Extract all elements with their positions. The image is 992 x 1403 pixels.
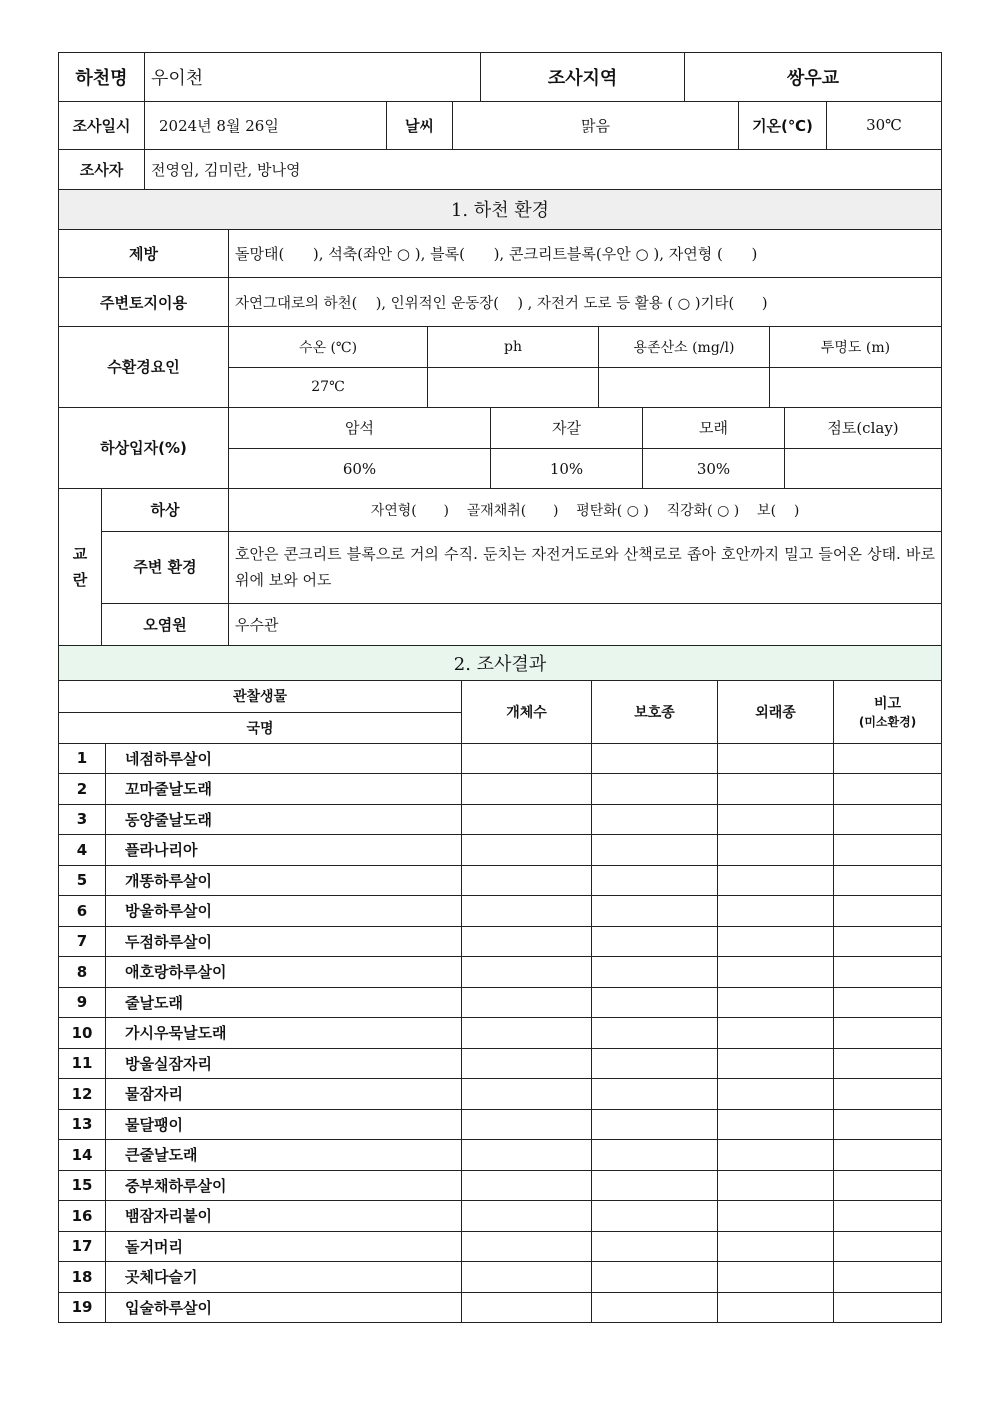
row-number: 8 <box>59 957 106 988</box>
row-number: 15 <box>59 1170 106 1201</box>
results-table <box>58 681 942 1323</box>
protected-cell <box>592 1231 718 1262</box>
results-section-title: 2. 조사결과 <box>59 646 942 681</box>
alien-cell <box>718 865 834 896</box>
protected-cell <box>592 896 718 927</box>
alien-cell <box>718 1079 834 1110</box>
row-number: 17 <box>59 1231 106 1262</box>
table-row <box>59 743 942 774</box>
species-name: 큰줄날도래 <box>106 1140 462 1171</box>
table-row <box>59 1018 942 1049</box>
remark-cell <box>834 1231 942 1262</box>
species-name: 방울하루살이 <box>106 896 462 927</box>
species-name: 플라나리아 <box>106 835 462 866</box>
alien-header: 외래종 <box>718 681 834 743</box>
protected-cell <box>592 1079 718 1110</box>
date-value: 2024년 8월 26일 <box>145 102 387 149</box>
bed-particle-table <box>58 408 942 490</box>
row-number: 16 <box>59 1201 106 1232</box>
pollution-value: 우수관 <box>229 603 942 645</box>
table-row <box>59 1262 942 1293</box>
landuse-label: 주변토지이용 <box>59 278 229 327</box>
protected-header: 보호종 <box>592 681 718 743</box>
bed-header-gravel: 자갈 <box>491 408 643 449</box>
env-section-title: 1. 하천 환경 <box>59 190 942 229</box>
water-label: 수환경요인 <box>59 327 229 407</box>
alien-cell <box>718 804 834 835</box>
korean-name-label: 국명 <box>59 712 462 743</box>
date-table <box>58 102 942 150</box>
row-number: 18 <box>59 1262 106 1293</box>
alien-cell <box>718 987 834 1018</box>
remark-cell <box>834 1079 942 1110</box>
landuse-value: 자연그대로의 하천( ), 인위적인 운동장( ) , 자전거 도로 등 활용 ( ○ )기타( ) <box>229 278 942 327</box>
count-cell <box>462 1262 592 1293</box>
table-row <box>59 1079 942 1110</box>
remark-cell <box>834 926 942 957</box>
remark-sub: (미소환경) <box>858 715 917 730</box>
table-row <box>59 1201 942 1232</box>
bed-value-gravel: 10% <box>491 449 643 489</box>
protected-cell <box>592 774 718 805</box>
remark-cell <box>834 1201 942 1232</box>
count-cell <box>462 1201 592 1232</box>
table-row <box>59 1109 942 1140</box>
table-row <box>59 1292 942 1323</box>
water-value-temp: 27℃ <box>229 367 428 407</box>
water-header-ph: ph <box>428 327 599 367</box>
embankment-label: 제방 <box>59 230 229 278</box>
count-cell <box>462 1231 592 1262</box>
bed-type-value: 자연형( ) 골재채취( ) 평탄화( ○ ) 직강화( ○ ) 보( ) <box>229 489 942 531</box>
row-number: 2 <box>59 774 106 805</box>
alien-cell <box>718 1231 834 1262</box>
protected-cell <box>592 1292 718 1323</box>
count-cell <box>462 1018 592 1049</box>
disturb-label: 교란 <box>59 489 102 645</box>
alien-cell <box>718 926 834 957</box>
species-name: 두점하루살이 <box>106 926 462 957</box>
protected-cell <box>592 835 718 866</box>
protected-cell <box>592 1109 718 1140</box>
protected-cell <box>592 804 718 835</box>
count-cell <box>462 987 592 1018</box>
row-number: 9 <box>59 987 106 1018</box>
env-section-table <box>58 190 942 230</box>
remark-cell <box>834 804 942 835</box>
count-cell <box>462 1048 592 1079</box>
protected-cell <box>592 1201 718 1232</box>
count-header: 개체수 <box>462 681 592 743</box>
count-cell <box>462 1170 592 1201</box>
table-row <box>59 926 942 957</box>
row-number: 13 <box>59 1109 106 1140</box>
water-value-clarity <box>770 367 942 407</box>
weather-label: 날씨 <box>387 102 453 149</box>
remark-cell <box>834 835 942 866</box>
row-number: 5 <box>59 865 106 896</box>
species-name: 줄날도래 <box>106 987 462 1018</box>
observed-label: 관찰생물 <box>59 681 462 712</box>
protected-cell <box>592 1140 718 1171</box>
protected-cell <box>592 987 718 1018</box>
count-cell <box>462 1292 592 1323</box>
count-cell <box>462 835 592 866</box>
row-number: 3 <box>59 804 106 835</box>
species-name: 꼬마줄날도래 <box>106 774 462 805</box>
remark-cell <box>834 957 942 988</box>
table-row <box>59 774 942 805</box>
weather-value: 맑음 <box>453 102 739 149</box>
species-name: 곳체다슬기 <box>106 1262 462 1293</box>
protected-cell <box>592 1262 718 1293</box>
area-label: 조사지역 <box>481 53 685 102</box>
alien-cell <box>718 743 834 774</box>
alien-cell <box>718 1018 834 1049</box>
alien-cell <box>718 774 834 805</box>
row-number: 11 <box>59 1048 106 1079</box>
count-cell <box>462 1140 592 1171</box>
remark-cell <box>834 1292 942 1323</box>
species-name: 네점하루살이 <box>106 743 462 774</box>
bed-header-rock: 암석 <box>229 408 491 449</box>
surveyor-table <box>58 150 942 191</box>
surround-value: 호안은 콘크리트 블록으로 거의 수직. 둔치는 자전거도로와 산책로로 좁아 호안까지 밀고 들어온 상태. 바로 위에 보와 어도 <box>229 531 942 603</box>
species-name: 동양줄날도래 <box>106 804 462 835</box>
header-info-table <box>58 52 942 102</box>
row-number: 7 <box>59 926 106 957</box>
temp-value: 30℃ <box>827 102 942 149</box>
bed-header-clay: 점토(clay) <box>785 408 942 449</box>
remark-cell <box>834 896 942 927</box>
remark-cell <box>834 743 942 774</box>
protected-cell <box>592 865 718 896</box>
table-row <box>59 987 942 1018</box>
temp-label: 기온(℃) <box>739 102 827 149</box>
alien-cell <box>718 1170 834 1201</box>
remark-cell <box>834 1170 942 1201</box>
alien-cell <box>718 1292 834 1323</box>
remark-cell <box>834 1140 942 1171</box>
count-cell <box>462 774 592 805</box>
alien-cell <box>718 835 834 866</box>
protected-cell <box>592 1170 718 1201</box>
row-number: 10 <box>59 1018 106 1049</box>
alien-cell <box>718 957 834 988</box>
table-row <box>59 1231 942 1262</box>
protected-cell <box>592 1048 718 1079</box>
protected-cell <box>592 743 718 774</box>
alien-cell <box>718 1140 834 1171</box>
remark-cell <box>834 774 942 805</box>
surveyor-label: 조사자 <box>59 150 145 190</box>
count-cell <box>462 865 592 896</box>
table-row <box>59 1140 942 1171</box>
results-section-table <box>58 646 942 682</box>
river-label: 하천명 <box>59 53 145 102</box>
water-header-do: 용존산소 (mg/l) <box>599 327 770 367</box>
count-cell <box>462 1109 592 1140</box>
count-cell <box>462 926 592 957</box>
row-number: 4 <box>59 835 106 866</box>
date-label: 조사일시 <box>59 102 145 149</box>
protected-cell <box>592 926 718 957</box>
remark-cell <box>834 865 942 896</box>
species-name: 개똥하루살이 <box>106 865 462 896</box>
bed-value-sand: 30% <box>643 449 785 489</box>
row-number: 6 <box>59 896 106 927</box>
species-name: 뱀잠자리붙이 <box>106 1201 462 1232</box>
table-row <box>59 804 942 835</box>
pollution-label: 오염원 <box>102 603 229 645</box>
protected-cell <box>592 1018 718 1049</box>
water-value-do <box>599 367 770 407</box>
embankment-value: 돌망태( ), 석축(좌안 ○ ), 블록( ), 콘크리트블록(우안 ○ ), 자연형 ( ) <box>229 230 942 278</box>
species-name: 방울실잠자리 <box>106 1048 462 1079</box>
species-name: 중부채하루살이 <box>106 1170 462 1201</box>
count-cell <box>462 896 592 927</box>
bed-value-rock: 60% <box>229 449 491 489</box>
bed-value-clay <box>785 449 942 489</box>
species-name: 물달팽이 <box>106 1109 462 1140</box>
table-row <box>59 835 942 866</box>
remark-cell <box>834 1018 942 1049</box>
remark-label: 비고 <box>873 696 902 713</box>
species-name: 애호랑하루살이 <box>106 957 462 988</box>
embankment-table <box>58 230 942 328</box>
remark-cell <box>834 1262 942 1293</box>
alien-cell <box>718 896 834 927</box>
water-header-clarity: 투명도 (m) <box>770 327 942 367</box>
species-name: 가시우묵날도래 <box>106 1018 462 1049</box>
table-row <box>59 957 942 988</box>
alien-cell <box>718 1048 834 1079</box>
count-cell <box>462 1079 592 1110</box>
species-name: 물잠자리 <box>106 1079 462 1110</box>
species-name: 돌거머리 <box>106 1231 462 1262</box>
bed-type-label: 하상 <box>102 489 229 531</box>
disturbance-table <box>58 489 942 646</box>
bed-header-sand: 모래 <box>643 408 785 449</box>
row-number: 1 <box>59 743 106 774</box>
alien-cell <box>718 1201 834 1232</box>
area-value: 쌍우교 <box>685 53 942 102</box>
surveyor-value: 전영임, 김미란, 방나영 <box>145 150 942 190</box>
protected-cell <box>592 957 718 988</box>
water-table <box>58 327 942 408</box>
count-cell <box>462 804 592 835</box>
bed-label: 하상입자(%) <box>59 408 229 489</box>
table-row <box>59 1048 942 1079</box>
remark-cell <box>834 987 942 1018</box>
remark-header <box>834 681 942 743</box>
count-cell <box>462 743 592 774</box>
species-name: 입술하루살이 <box>106 1292 462 1323</box>
row-number: 12 <box>59 1079 106 1110</box>
alien-cell <box>718 1109 834 1140</box>
table-row <box>59 1170 942 1201</box>
river-value: 우이천 <box>145 53 481 102</box>
row-number: 14 <box>59 1140 106 1171</box>
survey-form <box>58 52 941 1323</box>
water-header-temp: 수온 (℃) <box>229 327 428 367</box>
table-row <box>59 896 942 927</box>
remark-cell <box>834 1048 942 1079</box>
table-row <box>59 865 942 896</box>
row-number: 19 <box>59 1292 106 1323</box>
count-cell <box>462 957 592 988</box>
water-value-ph <box>428 367 599 407</box>
surround-label: 주변 환경 <box>102 531 229 603</box>
alien-cell <box>718 1262 834 1293</box>
remark-cell <box>834 1109 942 1140</box>
